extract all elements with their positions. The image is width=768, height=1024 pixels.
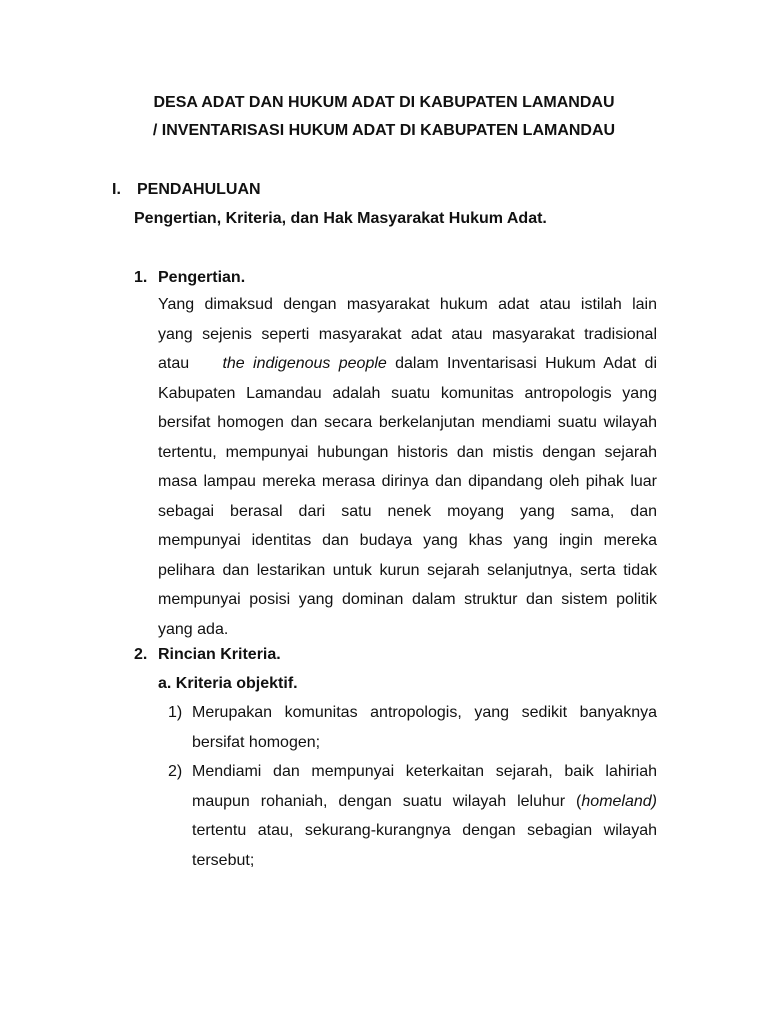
- paragraph-line: bersifat homogen;: [192, 733, 321, 751]
- pengertian-number: 1.: [134, 269, 148, 286]
- paragraph-line: mempunyai identitas dan budaya yang khas yang ingin mereka: [158, 532, 657, 549]
- paragraph-line: Mendiami dan mempunyai keterkaitan sejarah, baik lahiriah: [192, 763, 657, 780]
- italic-term: homeland): [581, 792, 657, 810]
- paragraph-text: maupun rohaniah, dengan suatu wilayah leluhur (: [192, 792, 582, 810]
- paragraph-line: masa lampau mereka merasa dirinya dan dipandang oleh pihak luar: [158, 473, 657, 490]
- paragraph-line: sebagai berasal dari satu nenek moyang yang sama, dan: [158, 502, 657, 520]
- document-title-line-2: / INVENTARISASI HUKUM ADAT DI KABUPATEN LAMANDAU: [152, 122, 616, 139]
- paragraph-line: pelihara dan lestarikan untuk kurun sejarah selanjutnya, serta tidak: [158, 561, 657, 579]
- list-item-number: 2): [168, 763, 183, 780]
- paragraph-text: atau: [158, 355, 190, 372]
- rincian-label: Rincian Kriteria.: [158, 646, 281, 663]
- paragraph-text: dalam Inventarisasi Hukum Adat di: [395, 355, 657, 372]
- paragraph-line: [192, 787, 657, 817]
- paragraph-line: tertentu, mempunyai hubungan historis dan mistis dengan sejarah: [158, 443, 657, 461]
- paragraph-line: yang sejenis seperti masyarakat adat atau masyarakat tradisional: [158, 325, 657, 343]
- section-number: I.: [112, 181, 121, 198]
- rincian-number: 2.: [134, 646, 148, 663]
- list-item-number: 1): [168, 704, 183, 721]
- section-subtitle: Pengertian, Kriteria, dan Hak Masyarakat Hukum Adat.: [134, 210, 547, 227]
- pengertian-label: Pengertian.: [158, 269, 246, 286]
- paragraph-line: Kabupaten Lamandau adalah suatu komunitas antropologis yang: [158, 384, 657, 402]
- list-item: [192, 698, 657, 757]
- paragraph-line: tersebut;: [192, 851, 255, 869]
- document-title-line-1: DESA ADAT DAN HUKUM ADAT DI KABUPATEN LAMANDAU: [153, 94, 615, 111]
- paragraph-line: Yang dimaksud dengan masyarakat hukum adat atau istilah lain: [158, 296, 657, 313]
- pengertian-paragraph: [158, 290, 657, 644]
- paragraph-line: Merupakan komunitas antropologis, yang sedikit banyaknya: [192, 704, 657, 721]
- paragraph-line: mempunyai posisi yang dominan dalam struktur dan sistem politik: [158, 591, 657, 608]
- section-heading: PENDAHULUAN: [137, 181, 261, 198]
- list-item: [192, 757, 657, 875]
- paragraph-line: yang ada.: [158, 620, 229, 638]
- paragraph-line: bersifat homogen dan secara berkelanjutan mendiami suatu wilayah: [158, 414, 657, 431]
- paragraph-line: [158, 349, 657, 379]
- paragraph-line: tertentu atau, sekurang-kurangnya dengan sebagian wilayah: [192, 822, 657, 839]
- italic-term: the indigenous people: [222, 355, 387, 372]
- kriteria-objektif-label: a. Kriteria objektif.: [158, 675, 298, 692]
